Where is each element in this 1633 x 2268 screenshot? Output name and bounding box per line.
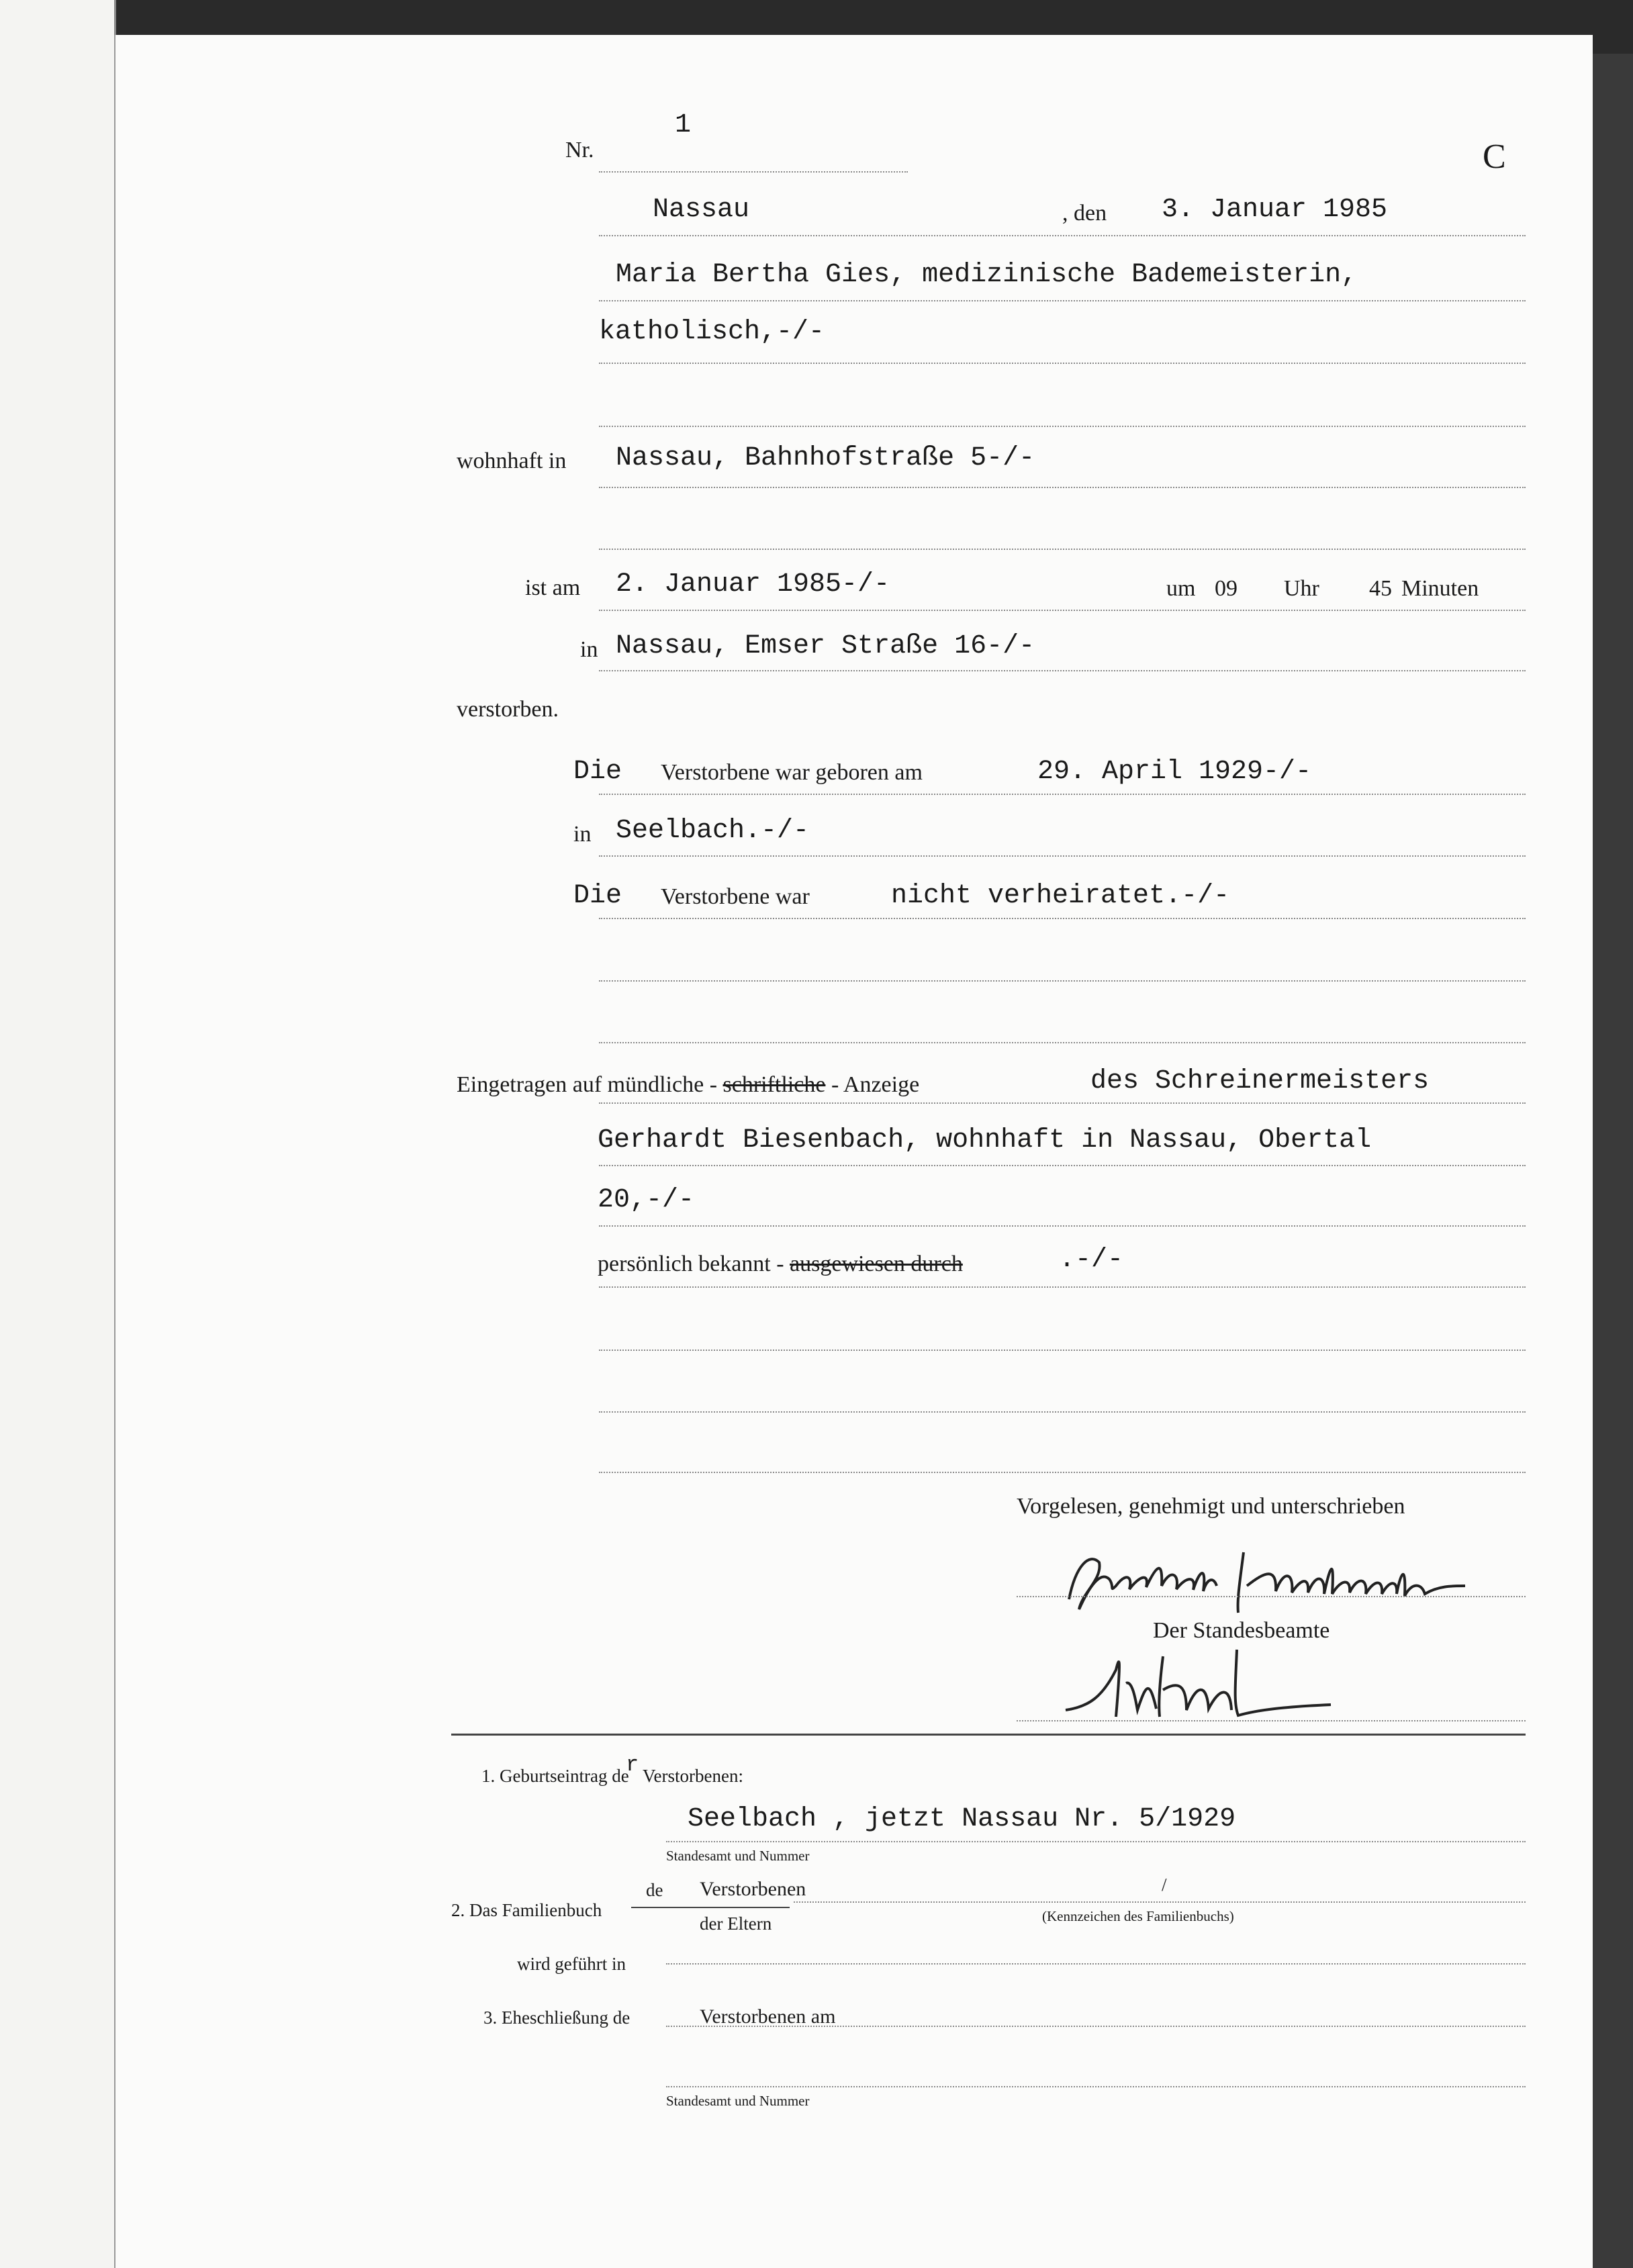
line-nr <box>599 171 908 173</box>
label-bekannt <box>598 1251 963 1277</box>
label-wohnhaft: wohnhaft in <box>457 448 567 473</box>
label-verstorben: verstorben. <box>457 697 559 722</box>
caption-standesamt-1: Standesamt und Nummer <box>666 1848 810 1864</box>
label-family-de: de <box>646 1880 663 1900</box>
label-minuten: Minuten <box>1401 576 1479 601</box>
label-gefuehrt: wird geführt in <box>517 1954 626 1974</box>
caption-kennzeichen: (Kennzeichen des Familienbuchs) <box>1042 1908 1234 1924</box>
death-minutes: 45 <box>1369 576 1392 601</box>
label-geburtseintrag: 1. Geburtseintrag de <box>481 1766 629 1786</box>
line-marriage-registry <box>666 2086 1526 2087</box>
label-eingetragen <box>457 1072 919 1098</box>
label-die-2: Die <box>573 881 622 911</box>
informant-signature <box>1062 1539 1479 1619</box>
line-blank-1 <box>599 426 1526 427</box>
residence-address: Nassau, Bahnhofstraße 5-/- <box>616 443 1035 473</box>
label-uhr: Uhr <box>1284 576 1319 601</box>
marriage-subject: Verstorbenen am <box>700 2005 836 2028</box>
line-informant-1 <box>599 1102 1526 1104</box>
line-death-date <box>599 610 1526 611</box>
label-vorgelesen: Vorgelesen, genehmigt und unterschrieben <box>1017 1494 1405 1519</box>
line-informant-3 <box>599 1225 1526 1227</box>
marital-status: nicht verheiratet.-/- <box>891 881 1230 911</box>
identity-label-struck: ausgewiesen durch <box>790 1251 963 1276</box>
informant-line-2: Gerhardt Biesenbach, wohnhaft in Nassau, Obertal <box>598 1125 1372 1155</box>
label-der-eltern: der Eltern <box>700 1913 772 1934</box>
report-label-b: - Anzeige <box>825 1072 920 1097</box>
line-marital <box>599 918 1526 919</box>
line-birth-entry <box>666 1841 1526 1842</box>
line-blank-2 <box>599 549 1526 550</box>
informant-line-3: 20,-/- <box>598 1185 695 1215</box>
line-informant-signature <box>1017 1596 1526 1597</box>
label-in: in <box>580 637 598 662</box>
death-date: 2. Januar 1985-/- <box>616 569 890 600</box>
entry-number: 1 <box>675 110 692 140</box>
death-hour: 09 <box>1215 576 1238 601</box>
line-place <box>599 235 1526 236</box>
death-place: Nassau, Emser Straße 16-/- <box>616 631 1035 661</box>
line-name <box>599 300 1526 301</box>
label-die-1: Die <box>573 757 622 787</box>
identity-label-a: persönlich bekannt - <box>598 1251 790 1276</box>
place: Nassau <box>653 195 750 225</box>
line-death-place <box>599 670 1526 671</box>
left-page-edge <box>0 0 116 2268</box>
line-kept-in <box>666 1963 1526 1965</box>
label-familienbuch: 2. Das Familienbuch <box>451 1900 602 1920</box>
label-verstorbenen: Verstorbenen: <box>643 1766 743 1786</box>
fraction-rule <box>631 1907 790 1908</box>
informant-line-1: des Schreinermeisters <box>1090 1066 1430 1096</box>
separator-rule <box>451 1734 1526 1736</box>
line-blank-7 <box>599 1472 1526 1473</box>
family-book-subject: Verstorbenen <box>700 1878 806 1900</box>
label-nr: Nr. <box>565 138 594 162</box>
line-residence <box>599 487 1526 488</box>
label-ist-am: ist am <box>525 575 581 600</box>
book-edge <box>1593 54 1633 2268</box>
line-informant-2 <box>599 1165 1526 1166</box>
label-um: um <box>1166 576 1196 601</box>
line-marriage <box>666 2026 1526 2027</box>
report-label-struck: schriftliche <box>722 1072 826 1097</box>
line-identity <box>599 1286 1526 1288</box>
form-letter: C <box>1483 138 1506 176</box>
registration-date: 3. Januar 1985 <box>1162 195 1388 225</box>
label-birth-in: in <box>573 822 592 847</box>
family-book-slash: / <box>1162 1875 1167 1895</box>
line-birth-date <box>599 794 1526 795</box>
line-family-book <box>794 1901 1526 1903</box>
birth-place: Seelbach.-/- <box>616 816 810 846</box>
deceased-name: Maria Bertha Gies, medizinische Bademeisterin, <box>616 260 1358 290</box>
line-blank-4 <box>599 1042 1526 1043</box>
report-label-a: Eingetragen auf mündliche - <box>457 1072 723 1097</box>
label-den: , den <box>1062 201 1107 226</box>
label-marital: Verstorbene war <box>661 884 810 909</box>
line-blank-3 <box>599 980 1526 982</box>
label-eheschliessung: 3. Eheschließung de <box>483 2007 631 2028</box>
deceased-religion: katholisch,-/- <box>599 317 825 347</box>
caption-standesamt-2: Standesamt und Nummer <box>666 2093 810 2109</box>
line-birth-place <box>599 855 1526 857</box>
line-blank-6 <box>599 1411 1526 1413</box>
birth-entry-suffix: r <box>626 1752 639 1777</box>
label-standesbeamte: Der Standesbeamte <box>1153 1618 1330 1643</box>
line-religion <box>599 363 1526 364</box>
identity-value: .-/- <box>1059 1245 1124 1275</box>
line-registrar-signature <box>1017 1720 1526 1721</box>
registrar-signature <box>1062 1643 1344 1730</box>
register-page <box>114 35 1593 2268</box>
birth-date: 29. April 1929-/- <box>1037 757 1312 787</box>
birth-entry-value: Seelbach , jetzt Nassau Nr. 5/1929 <box>688 1804 1236 1834</box>
line-blank-5 <box>599 1350 1526 1351</box>
label-born: Verstorbene war geboren am <box>661 760 923 785</box>
